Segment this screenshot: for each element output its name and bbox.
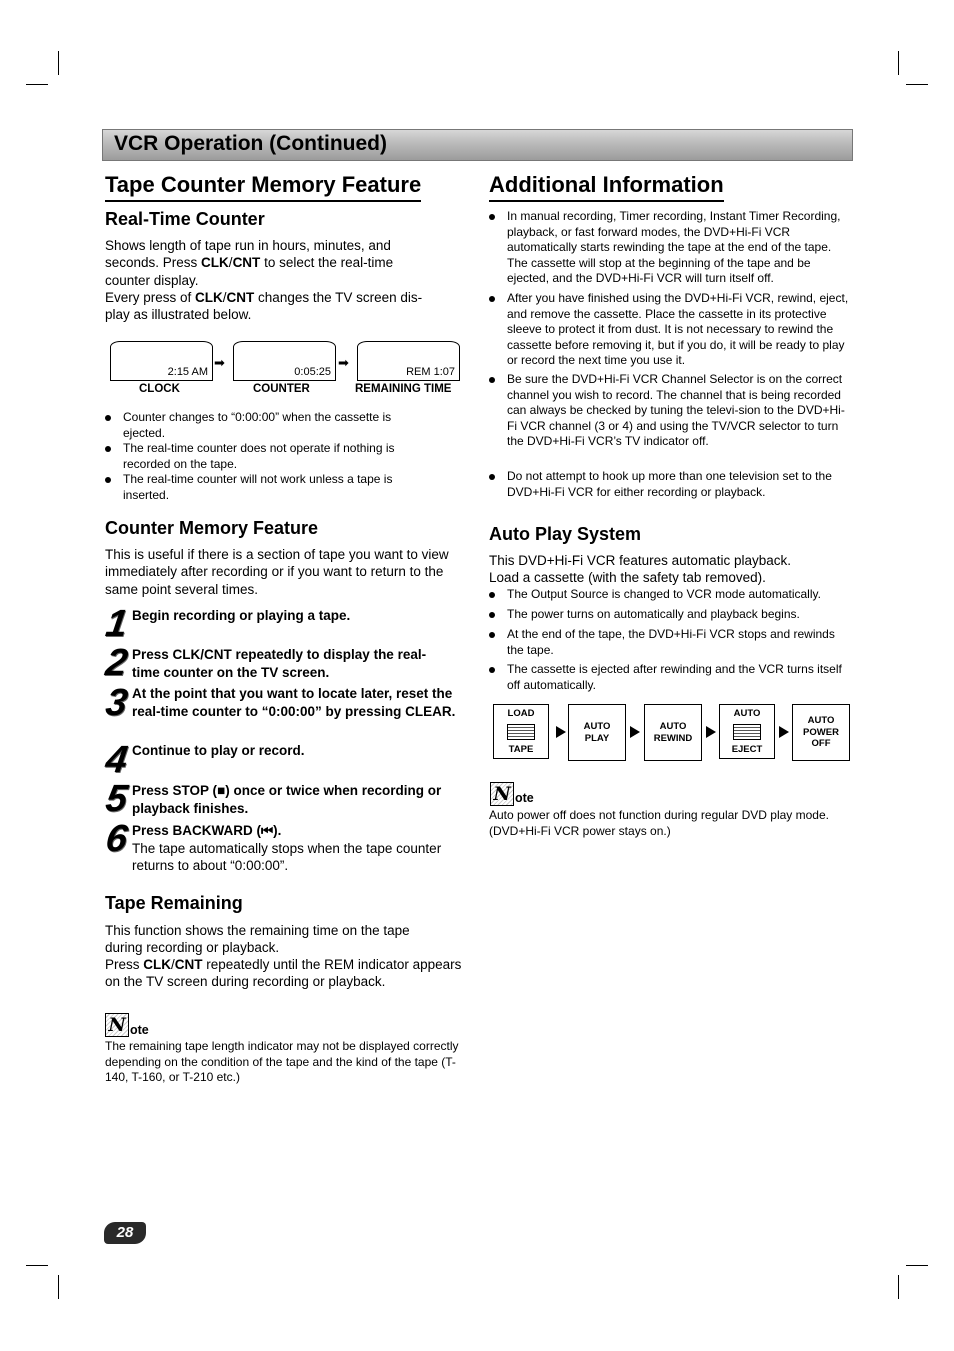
right-arrow-icon: ➡ [338,355,349,370]
note-icon: N [490,782,514,806]
step-text: Press BACKWARD (⏮). The tape automatically stops when the tape counter returns to about “0:00:00”. [132,823,442,873]
tv-screen-counter: 0:05:25 [233,341,336,381]
flow-arrow-icon [706,726,716,738]
list-item: At the end of the tape, the DVD+Hi-Fi VCR stops and rewinds the tape. [507,627,852,658]
remaining-heading: Tape Remaining [105,893,243,913]
list-item: The power turns on automatically and playback begins. [507,607,852,623]
memory-heading: Counter Memory Feature [105,518,319,538]
crop-mark [906,1265,928,1266]
realtime-para-line: Every press of CLK/CNT changes the TV screen dis- [105,289,423,305]
list-item: In manual recording, Timer recording, Instant Timer Recording, playback, or fast forward modes, the DVD+Hi-Fi VCR automatically starts rewinding the tape at the end of the tape. The cassette will stop at the beginning of the tape and be ejected, and the DVD+Hi-Fi VCR will turn itself off. [507,209,851,287]
display-label: COUNTER [253,383,310,395]
crop-mark [26,1265,48,1266]
step-number: 4 [103,739,131,781]
cassette-icon [507,724,535,740]
list-item: Do not attempt to hook up more than one television set to the DVD+Hi-Fi VCR for either recording or playback. [507,469,851,500]
display-label: CLOCK [139,383,180,395]
list-item: After you have finished using the DVD+Hi-Fi VCR, rewind, eject, and remove the cassette. Place the cassette in its protective sleeve to protect it from dust. It is not necessary to rewind the cassette before removing it, but if you do, it will be ready to play or record the next time you use it. [507,291,851,369]
realtime-description [105,237,465,323]
list-item: The cassette is ejected after rewinding and the VCR turns itself off automatically. [507,662,852,693]
crop-mark [26,84,48,85]
crop-mark [58,51,59,75]
realtime-para-line: counter display. [105,272,199,288]
note-text: The remaining tape length indicator may not be displayed correctly depending on the condition of the tape and the kind of the tape (T-140, T-160, or T-210 etc.) [105,1039,459,1085]
note-icon: N [105,1013,129,1037]
list-item: The real-time counter will not work unless a tape is inserted. [123,472,423,503]
remaining-para: Press CLK/CNT repeatedly until the REM indicator appears on the TV screen during recording or playback. [105,957,462,990]
step-number: 5 [103,778,131,820]
right-section-title: Additional Information [489,172,724,202]
step-number: 2 [103,642,131,684]
flow-arrow-icon [630,726,640,738]
autoplay-para: This DVD+Hi-Fi VCR features automatic playback. Load a cassette (with the safety tab removed). [489,553,791,586]
realtime-para-line: seconds. Press CLK/CNT to select the real-time [105,255,394,271]
memory-description: This is useful if there is a section of tape you want to view immediately after recording or if you want to return to the same point several times. [105,547,449,597]
realtime-para-line: play as illustrated below. [105,307,252,323]
autoplay-heading: Auto Play System [489,524,642,544]
note-text: Auto power off does not function during regular DVD play mode. (DVD+Hi-Fi VCR power stays on.) [489,808,829,838]
crop-mark [898,51,899,75]
list-item: The Output Source is changed to VCR mode automatically. [507,587,852,603]
banner-title: VCR Operation (Continued) [114,132,387,155]
note-label: ote [130,1023,149,1037]
step-text: Press CLK/CNT repeatedly to display the real-time counter on the TV screen. [132,647,427,680]
flow-load-tape: LOAD TAPE [493,704,549,759]
section-banner [102,129,853,161]
cassette-icon [733,724,761,740]
step-text: Begin recording or playing a tape. [132,608,351,623]
realtime-para-line: Shows length of tape run in hours, minutes, and [105,238,391,253]
flow-auto-play: AUTO PLAY [568,704,626,761]
step-number: 1 [103,603,131,645]
crop-mark [58,1275,59,1299]
flow-arrow-icon [779,726,789,738]
crop-mark [906,84,928,85]
flow-auto-eject: AUTO EJECT [719,704,775,759]
flow-arrow-icon [556,726,566,738]
flow-auto-power-off: AUTO POWER OFF [792,704,850,761]
list-item: Counter changes to “0:00:00” when the cassette is ejected. [123,410,423,441]
list-item: Be sure the DVD+Hi-Fi VCR Channel Selector is on the correct channel you wish to record. The channel that is being recorded can always be checked by tuning the televi-sion to the DVD+Hi-Fi VCR channel (3 or 4) and using the TV/VCR selector to turn the DVD+Hi-Fi VCR’s TV indicator off. [507,372,851,450]
display-label: REMAINING TIME [355,383,452,395]
realtime-heading: Real-Time Counter [105,209,265,229]
remaining-para: This function shows the remaining time on the tape during recording or playback. [105,923,410,956]
step-number: 3 [103,682,131,724]
tv-screen-clock: 2:15 AM [110,341,213,381]
right-arrow-icon: ➡ [214,355,225,370]
list-item: The real-time counter does not operate if nothing is recorded on the tape. [123,441,423,472]
tv-screen-remaining: REM 1:07 [357,341,460,381]
flow-auto-rewind: AUTO REWIND [644,704,702,761]
step-text: Press STOP (■) once or twice when recording or playback finishes. [132,783,442,816]
left-section-title: Tape Counter Memory Feature [105,172,421,202]
page-number: 28 [104,1222,146,1244]
note-label: ote [515,791,534,805]
step-text: Continue to play or record. [132,743,305,758]
crop-mark [898,1275,899,1299]
step-text: At the point that you want to locate later, reset the real-time counter to “0:00:00” by pressing CLEAR. [132,686,456,719]
step-number: 6 [103,818,131,860]
